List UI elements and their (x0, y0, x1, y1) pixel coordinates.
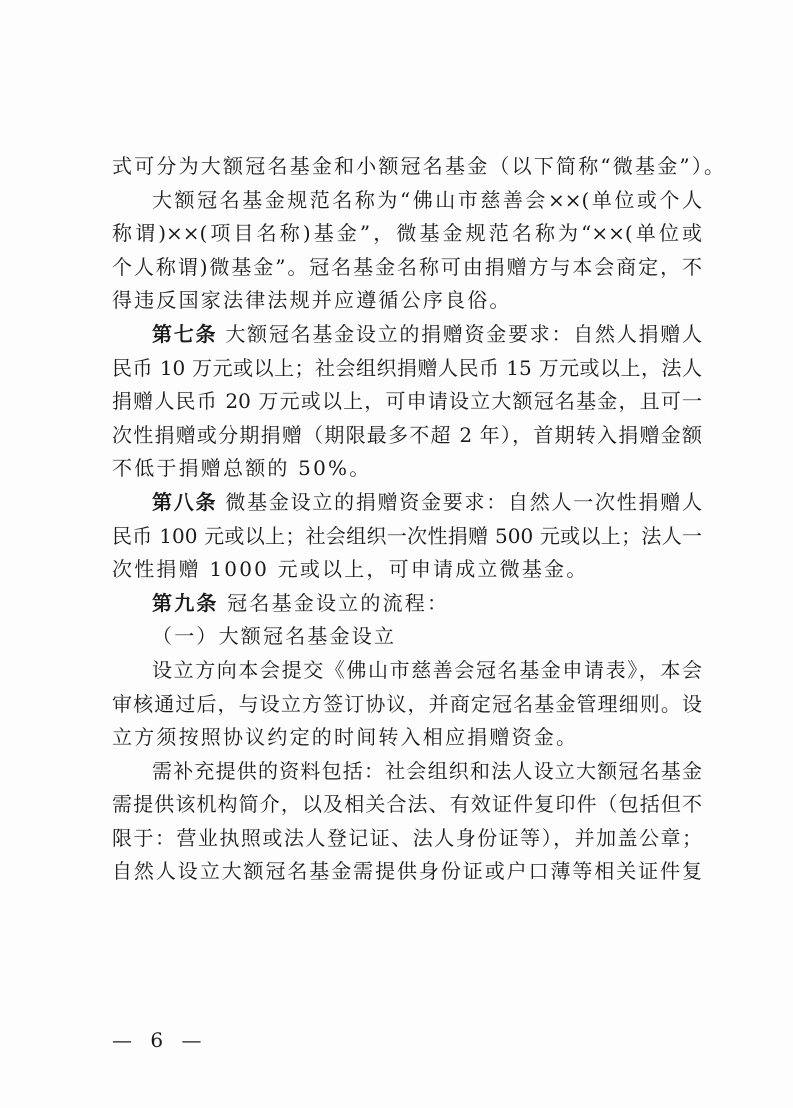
text-line (112, 150, 727, 184)
text-line (112, 822, 702, 856)
line-text: 捐赠人民币 20 万元或以上，可申请设立大额冠名基金，且可一 (112, 389, 702, 414)
line-text: 个人称谓)微基金”。冠名基金名称可由捐赠方与本会商定，不 (112, 254, 702, 279)
line-text: 民币 100 元或以上；社会组织一次性捐赠 500 元或以上；法人一 (112, 523, 702, 548)
article-number: 第八条 (152, 489, 218, 514)
line-text: 审核通过后，与设立方签订协议，并商定冠名基金管理细则。设 (112, 691, 702, 716)
line-text: 次性捐赠 1000 元或以上，可申请成立微基金。 (112, 557, 589, 582)
text-line (112, 755, 702, 789)
line-text: 立方须按照协议约定的时间转入相应捐赠资金。 (112, 725, 579, 750)
page-number: — 6 — (112, 1028, 208, 1052)
subsection-heading (112, 620, 702, 654)
text-line (112, 520, 702, 554)
line-text: 设立方向本会提交《佛山市慈善会冠名基金申请表》，本会 (152, 657, 702, 682)
text-line (112, 855, 702, 889)
text-line (112, 184, 702, 218)
article-number: 第七条 (152, 321, 218, 346)
line-text: 自然人设立大额冠名基金需提供身份证或户口薄等相关证件复 (112, 859, 702, 884)
line-text: 需提供该机构简介，以及相关合法、有效证件复印件（包括但不 (112, 792, 702, 817)
line-text: 民币 10 万元或以上；社会组织捐赠人民币 15 万元或以上，法人 (112, 355, 702, 380)
text-line (112, 788, 702, 822)
line-text: 得违反国家法律法规并应遵循公序良俗。 (112, 288, 512, 313)
line-text: 大额冠名基金规范名称为“佛山市慈善会××(单位或个人 (152, 187, 702, 212)
line-text: 称谓)××(项目名称)基金”，微基金规范名称为“××(单位或 (112, 221, 702, 246)
line-text: 大额冠名基金设立的捐赠资金要求：自然人捐赠人 (217, 321, 703, 346)
line-text: 微基金设立的捐赠资金要求：自然人一次性捐赠人 (217, 489, 703, 514)
text-line (112, 553, 702, 587)
article-9-heading-line (112, 587, 702, 621)
line-text: 冠名基金设立的流程： (218, 590, 450, 615)
line-text: 式可分为大额冠名基金和小额冠名基金（以下简称“微基金”）。 (112, 154, 727, 178)
text-line (112, 385, 702, 419)
line-text: 限于：营业执照或法人登记证、法人身份证等），并加盖公章； (112, 825, 702, 850)
text-line (112, 251, 702, 285)
text-line (112, 688, 702, 722)
article-number: 第九条 (152, 590, 219, 615)
article-7-heading-line (112, 318, 702, 352)
text-line (112, 419, 702, 453)
text-line (112, 284, 702, 318)
line-text: 需补充提供的资料包括：社会组织和法人设立大额冠名基金 (152, 758, 702, 783)
document-body (112, 150, 727, 889)
text-line (112, 217, 702, 251)
line-text: 次性捐赠或分期捐赠（期限最多不超 2 年），首期转入捐赠金额 (112, 422, 702, 447)
text-line (112, 352, 702, 386)
text-line (112, 721, 702, 755)
line-text: （一）大额冠名基金设立 (152, 624, 397, 649)
text-line (112, 452, 702, 486)
article-8-heading-line (112, 486, 702, 520)
line-text: 不低于捐赠总额的 50%。 (112, 456, 372, 481)
text-line (112, 654, 702, 688)
